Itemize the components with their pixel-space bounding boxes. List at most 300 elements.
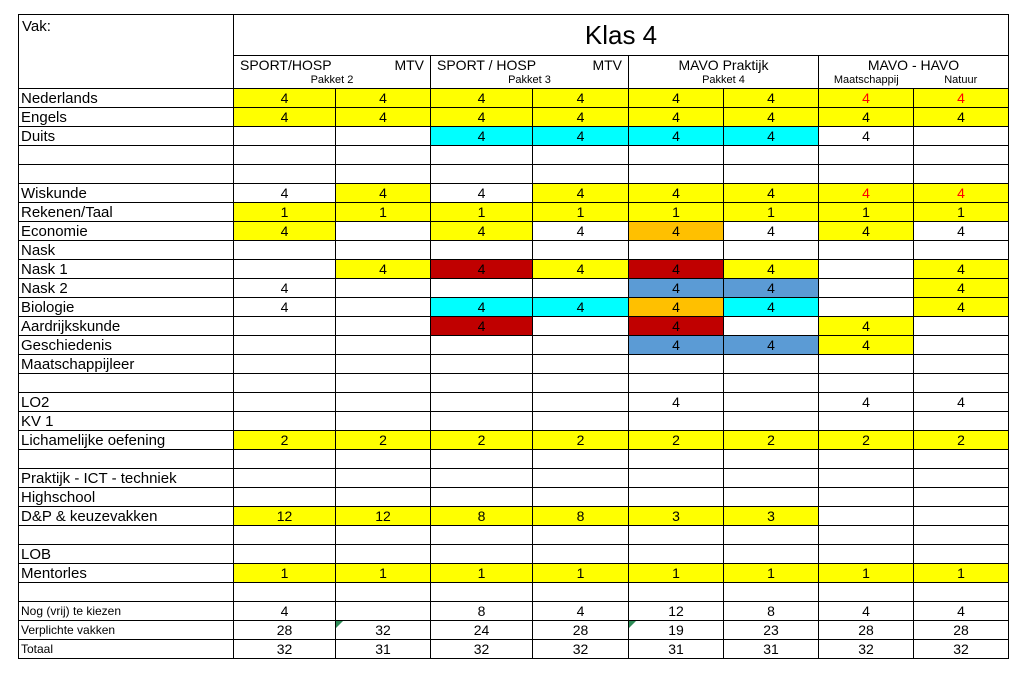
value-cell [234, 241, 336, 260]
value-cell [336, 450, 431, 469]
value-cell: 4 [533, 222, 629, 241]
group-1-right: MTV [394, 57, 424, 73]
value-cell: 3 [724, 507, 819, 526]
summary-cell: 24 [431, 621, 533, 640]
summary-cell: 4 [819, 602, 914, 621]
value-cell: 4 [819, 184, 914, 203]
value-cell: 4 [724, 222, 819, 241]
value-cell [431, 393, 533, 412]
value-cell: 2 [234, 431, 336, 450]
value-cell: 4 [431, 89, 533, 108]
value-cell: 4 [234, 89, 336, 108]
value-cell [336, 336, 431, 355]
value-cell [336, 393, 431, 412]
value-cell [629, 488, 724, 507]
vak-label: Vak: [19, 15, 234, 89]
value-cell [336, 469, 431, 488]
value-cell: 4 [914, 184, 1009, 203]
value-cell: 4 [533, 298, 629, 317]
value-cell [819, 374, 914, 393]
summary-row [19, 640, 1009, 659]
value-cell: 4 [431, 222, 533, 241]
value-cell [431, 355, 533, 374]
value-cell: 1 [724, 564, 819, 583]
value-cell [914, 165, 1009, 184]
value-cell [914, 355, 1009, 374]
value-cell: 4 [431, 184, 533, 203]
value-cell: 4 [724, 336, 819, 355]
subject-cell: LO2 [19, 393, 234, 412]
value-cell: 1 [533, 203, 629, 222]
value-cell: 2 [533, 431, 629, 450]
value-cell: 4 [724, 279, 819, 298]
value-cell: 8 [533, 507, 629, 526]
summary-row [19, 602, 1009, 621]
subject-cell: Nask 2 [19, 279, 234, 298]
value-cell: 2 [431, 431, 533, 450]
value-cell: 4 [724, 184, 819, 203]
value-cell: 4 [629, 393, 724, 412]
value-cell [819, 260, 914, 279]
summary-cell: 31 [724, 640, 819, 659]
value-cell: 4 [819, 89, 914, 108]
sub-label-natuur: Natuur [914, 74, 1009, 89]
page-title: Klas 4 [234, 15, 1009, 56]
summary-cell: 32 [819, 640, 914, 659]
table-row [19, 279, 1009, 298]
summary-cell: 8 [431, 602, 533, 621]
pakket-2-label: Pakket 2 [234, 74, 431, 89]
value-cell [629, 469, 724, 488]
table-row [19, 374, 1009, 393]
value-cell: 4 [431, 108, 533, 127]
value-cell: 4 [431, 298, 533, 317]
value-cell: 4 [234, 298, 336, 317]
subject-cell: Mentorles [19, 564, 234, 583]
group-1-left: SPORT/HOSP [240, 57, 332, 73]
table-row [19, 146, 1009, 165]
group-header-3: MAVO Praktijk [629, 56, 819, 75]
group-header-2 [431, 56, 629, 75]
value-cell [914, 488, 1009, 507]
value-cell [629, 412, 724, 431]
value-cell [724, 412, 819, 431]
table-row [19, 108, 1009, 127]
subject-cell: Nederlands [19, 89, 234, 108]
value-cell [234, 146, 336, 165]
value-cell [336, 374, 431, 393]
value-cell: 4 [431, 260, 533, 279]
summary-cell: 8 [724, 602, 819, 621]
value-cell: 4 [819, 317, 914, 336]
value-cell [533, 526, 629, 545]
value-cell [431, 146, 533, 165]
value-cell [234, 336, 336, 355]
table-row [19, 393, 1009, 412]
value-cell: 8 [431, 507, 533, 526]
value-cell: 4 [629, 260, 724, 279]
value-cell [819, 526, 914, 545]
pakket-3-label: Pakket 3 [431, 74, 629, 89]
table-row [19, 583, 1009, 602]
value-cell [533, 355, 629, 374]
table-row [19, 203, 1009, 222]
value-cell [724, 393, 819, 412]
table-row [19, 127, 1009, 146]
value-cell [336, 583, 431, 602]
value-cell [819, 165, 914, 184]
value-cell [629, 526, 724, 545]
value-cell [724, 374, 819, 393]
summary-cell: 4 [914, 602, 1009, 621]
summary-cell: 19 [629, 621, 724, 640]
value-cell: 4 [914, 393, 1009, 412]
value-cell [234, 450, 336, 469]
summary-label: Verplichte vakken [19, 621, 234, 640]
value-cell [431, 374, 533, 393]
value-cell: 4 [914, 260, 1009, 279]
value-cell: 4 [629, 279, 724, 298]
value-cell: 1 [234, 203, 336, 222]
summary-cell: 4 [533, 602, 629, 621]
sub-label-maatschappij: Maatschappij [819, 74, 914, 89]
value-cell: 3 [629, 507, 724, 526]
value-cell: 1 [629, 203, 724, 222]
value-cell: 1 [629, 564, 724, 583]
value-cell [724, 545, 819, 564]
subject-cell [19, 450, 234, 469]
value-cell [533, 450, 629, 469]
value-cell: 4 [234, 184, 336, 203]
value-cell [533, 146, 629, 165]
value-cell: 2 [724, 431, 819, 450]
value-cell [234, 412, 336, 431]
summary-row [19, 621, 1009, 640]
value-cell: 4 [724, 108, 819, 127]
value-cell [234, 526, 336, 545]
subject-cell [19, 165, 234, 184]
subject-cell: Lichamelijke oefening [19, 431, 234, 450]
subject-cell: LOB [19, 545, 234, 564]
summary-cell: 32 [533, 640, 629, 659]
value-cell [914, 127, 1009, 146]
value-cell [533, 488, 629, 507]
value-cell [724, 355, 819, 374]
value-cell [629, 355, 724, 374]
summary-cell: 4 [234, 602, 336, 621]
value-cell: 4 [234, 108, 336, 127]
value-cell [914, 526, 1009, 545]
value-cell: 4 [629, 317, 724, 336]
value-cell: 1 [533, 564, 629, 583]
table-row [19, 526, 1009, 545]
subject-cell [19, 374, 234, 393]
value-cell [914, 317, 1009, 336]
value-cell: 4 [533, 184, 629, 203]
value-cell: 1 [819, 564, 914, 583]
value-cell [914, 507, 1009, 526]
value-cell: 4 [629, 108, 724, 127]
group-header-4: MAVO - HAVO [819, 56, 1009, 75]
value-cell [724, 583, 819, 602]
group-2-right: MTV [592, 57, 622, 73]
summary-cell: 28 [819, 621, 914, 640]
value-cell [431, 412, 533, 431]
table-row [19, 469, 1009, 488]
subject-cell [19, 526, 234, 545]
value-cell: 12 [336, 507, 431, 526]
table-row [19, 355, 1009, 374]
value-cell [533, 412, 629, 431]
subject-cell: Highschool [19, 488, 234, 507]
value-cell [533, 393, 629, 412]
value-cell [819, 488, 914, 507]
subject-cell [19, 583, 234, 602]
value-cell: 4 [914, 279, 1009, 298]
value-cell [819, 469, 914, 488]
value-cell [724, 526, 819, 545]
value-cell [336, 298, 431, 317]
value-cell [431, 165, 533, 184]
value-cell [336, 355, 431, 374]
value-cell: 4 [629, 298, 724, 317]
value-cell [336, 412, 431, 431]
table-row [19, 260, 1009, 279]
value-cell [431, 488, 533, 507]
value-cell [234, 393, 336, 412]
subject-cell: Nask [19, 241, 234, 260]
value-cell [533, 336, 629, 355]
subject-cell: Biologie [19, 298, 234, 317]
value-cell [336, 317, 431, 336]
summary-cell: 23 [724, 621, 819, 640]
value-cell: 4 [819, 108, 914, 127]
summary-label: Nog (vrij) te kiezen [19, 602, 234, 621]
value-cell [533, 469, 629, 488]
value-cell: 1 [336, 564, 431, 583]
value-cell [336, 279, 431, 298]
value-cell [431, 279, 533, 298]
summary-cell: 12 [629, 602, 724, 621]
value-cell: 4 [819, 393, 914, 412]
value-cell [234, 260, 336, 279]
value-cell [629, 165, 724, 184]
subject-cell: Wiskunde [19, 184, 234, 203]
value-cell: 4 [533, 89, 629, 108]
value-cell [336, 241, 431, 260]
subject-cell: Duits [19, 127, 234, 146]
klas4-table [18, 14, 1009, 659]
value-cell [724, 488, 819, 507]
subject-cell: Economie [19, 222, 234, 241]
value-cell: 4 [336, 89, 431, 108]
value-cell: 4 [914, 222, 1009, 241]
value-cell: 4 [629, 336, 724, 355]
value-cell [234, 355, 336, 374]
value-cell: 4 [336, 184, 431, 203]
table-row [19, 317, 1009, 336]
value-cell [819, 279, 914, 298]
value-cell [234, 469, 336, 488]
value-cell [914, 241, 1009, 260]
value-cell [431, 336, 533, 355]
value-cell: 4 [629, 127, 724, 146]
value-cell: 4 [819, 336, 914, 355]
value-cell: 4 [819, 222, 914, 241]
value-cell [234, 165, 336, 184]
table-row [19, 184, 1009, 203]
summary-cell: 28 [234, 621, 336, 640]
value-cell: 4 [431, 127, 533, 146]
value-cell [336, 545, 431, 564]
table-row [19, 431, 1009, 450]
value-cell: 2 [336, 431, 431, 450]
value-cell [819, 412, 914, 431]
table-row [19, 89, 1009, 108]
value-cell [724, 165, 819, 184]
value-cell [234, 545, 336, 564]
value-cell: 4 [724, 260, 819, 279]
value-cell [629, 583, 724, 602]
value-cell [431, 583, 533, 602]
value-cell: 4 [629, 184, 724, 203]
value-cell: 1 [724, 203, 819, 222]
value-cell [431, 241, 533, 260]
value-cell: 1 [431, 564, 533, 583]
value-cell: 12 [234, 507, 336, 526]
summary-cell: 31 [336, 640, 431, 659]
value-cell: 2 [914, 431, 1009, 450]
value-cell [234, 317, 336, 336]
value-cell [336, 146, 431, 165]
value-cell: 4 [819, 127, 914, 146]
value-cell: 2 [819, 431, 914, 450]
value-cell [914, 146, 1009, 165]
value-cell [819, 545, 914, 564]
value-cell: 4 [431, 317, 533, 336]
value-cell [819, 507, 914, 526]
subject-cell: Praktijk - ICT - techniek [19, 469, 234, 488]
value-cell: 4 [724, 298, 819, 317]
summary-cell: 28 [533, 621, 629, 640]
value-cell [629, 374, 724, 393]
value-cell: 4 [533, 127, 629, 146]
subject-cell: Engels [19, 108, 234, 127]
summary-cell: 32 [234, 640, 336, 659]
value-cell [336, 127, 431, 146]
table-row [19, 241, 1009, 260]
summary-cell: 28 [914, 621, 1009, 640]
value-cell [431, 545, 533, 564]
value-cell [819, 450, 914, 469]
value-cell: 4 [914, 298, 1009, 317]
value-cell [533, 545, 629, 564]
subject-cell: Aardrijkskunde [19, 317, 234, 336]
value-cell [336, 222, 431, 241]
value-cell [533, 583, 629, 602]
value-cell [234, 374, 336, 393]
value-cell [914, 450, 1009, 469]
value-cell [431, 526, 533, 545]
summary-cell: 32 [336, 621, 431, 640]
table-row [19, 412, 1009, 431]
value-cell [914, 412, 1009, 431]
summary-label: Totaal [19, 640, 234, 659]
subject-cell: Geschiedenis [19, 336, 234, 355]
value-cell [724, 317, 819, 336]
value-cell: 4 [724, 89, 819, 108]
value-cell [724, 146, 819, 165]
value-cell [629, 450, 724, 469]
table-row [19, 165, 1009, 184]
table-row [19, 545, 1009, 564]
subject-cell: D&P & keuzevakken [19, 507, 234, 526]
table-row [19, 507, 1009, 526]
subject-cell: Nask 1 [19, 260, 234, 279]
value-cell [533, 241, 629, 260]
summary-cell: 32 [431, 640, 533, 659]
value-cell [819, 298, 914, 317]
value-cell: 1 [914, 203, 1009, 222]
value-cell: 4 [336, 108, 431, 127]
value-cell: 1 [431, 203, 533, 222]
value-cell [819, 355, 914, 374]
value-cell: 4 [336, 260, 431, 279]
value-cell: 4 [914, 89, 1009, 108]
value-cell [234, 583, 336, 602]
value-cell [336, 526, 431, 545]
value-cell: 4 [533, 260, 629, 279]
value-cell [629, 545, 724, 564]
table-row [19, 222, 1009, 241]
table-row [19, 450, 1009, 469]
subject-cell [19, 146, 234, 165]
value-cell [914, 336, 1009, 355]
subject-cell: Rekenen/Taal [19, 203, 234, 222]
value-cell [629, 241, 724, 260]
value-cell [819, 583, 914, 602]
value-cell: 1 [336, 203, 431, 222]
value-cell [914, 583, 1009, 602]
value-cell [914, 374, 1009, 393]
summary-cell: 31 [629, 640, 724, 659]
value-cell [914, 545, 1009, 564]
value-cell: 4 [914, 108, 1009, 127]
pakket-4-label: Pakket 4 [629, 74, 819, 89]
value-cell [724, 469, 819, 488]
value-cell [914, 469, 1009, 488]
value-cell: 4 [234, 279, 336, 298]
value-cell [819, 241, 914, 260]
value-cell: 4 [533, 108, 629, 127]
value-cell: 1 [819, 203, 914, 222]
value-cell [431, 450, 533, 469]
value-cell [234, 127, 336, 146]
table-row [19, 298, 1009, 317]
value-cell [234, 488, 336, 507]
value-cell [533, 165, 629, 184]
value-cell [533, 279, 629, 298]
summary-cell: 32 [914, 640, 1009, 659]
value-cell [336, 165, 431, 184]
table-row [19, 564, 1009, 583]
value-cell [533, 374, 629, 393]
value-cell: 1 [234, 564, 336, 583]
summary-cell [336, 602, 431, 621]
value-cell: 1 [914, 564, 1009, 583]
group-2-left: SPORT / HOSP [437, 57, 537, 73]
table-row [19, 336, 1009, 355]
